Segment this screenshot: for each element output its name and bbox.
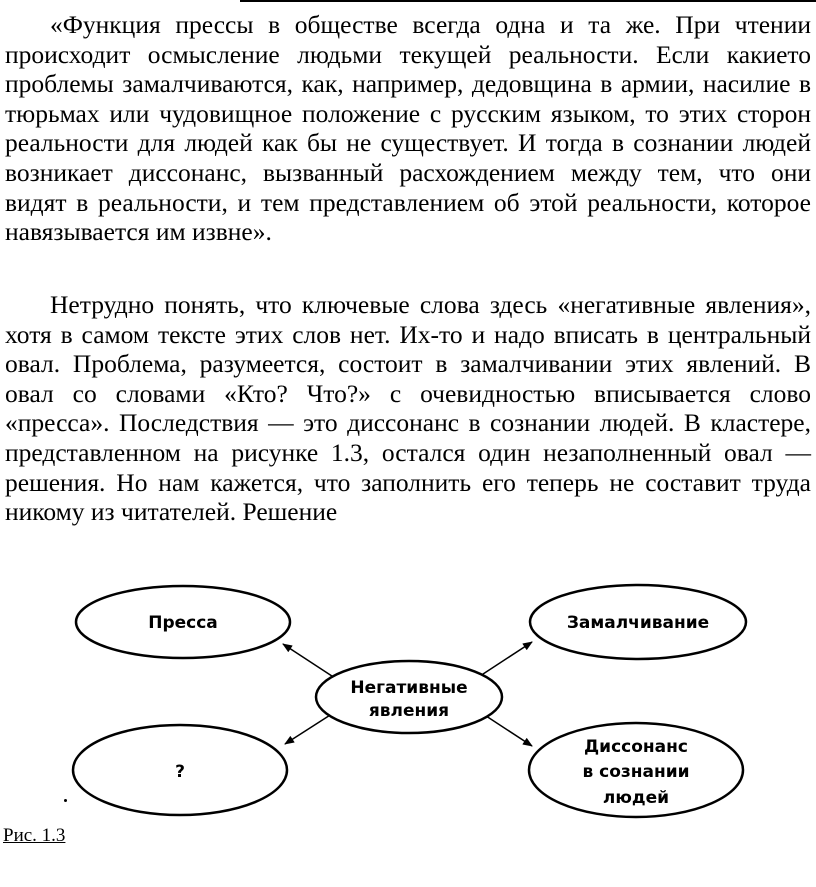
oval-bottom-left [73, 725, 287, 815]
arrow-to-top-right [480, 642, 532, 676]
oval-bottom-right-label-line1: Диссонанс [584, 737, 688, 757]
oval-bottom-right-label-line2: в сознании [582, 762, 690, 782]
oval-top-right-label: Замалчивание [566, 613, 710, 633]
paragraph-explanation-text: Нетрудно понять, что ключевые слова здесь «негативные явления», хотя в самом тексте этих слов нет. Их-то и надо вписать в центральный овал. Проблема, разумеется, состоит в замалчивании этих явлений. В овал со словами «Кто? Что?» с очевидностью вписывается слово «пресса». Последствия — это диссонанс в сознании людей. В кластере, представленном на рисунке 1.3, остался один незаполненный овал — решения. Но нам кажется, что заполнить его теперь не составит труда никому из читателей. Решение [5, 290, 811, 527]
arrow-to-top-left [283, 644, 338, 680]
oval-bottom-left-label: ? [175, 762, 185, 782]
scan-speck [64, 799, 67, 802]
oval-top-left [76, 586, 290, 658]
oval-bottom-right-label-line3: людей [602, 788, 670, 808]
oval-bottom-right [529, 723, 743, 817]
oval-top-left-label: Пресса [148, 613, 218, 633]
oval-center [316, 661, 502, 733]
oval-top-right [530, 585, 746, 659]
oval-center-label-line1: Негативные [350, 678, 468, 698]
figure-caption: Рис. 1.3 [3, 825, 66, 846]
paragraph-explanation [5, 290, 811, 527]
oval-center-label-line2: явления [368, 701, 450, 721]
cluster-diagram [0, 580, 816, 820]
paragraph-quote [5, 10, 811, 247]
top-rule [240, 0, 816, 2]
paragraph-quote-text: «Функция прессы в обществе всегда одна и та же. При чтении происходит осмысление людьми текущей реальности. Если какието проблемы замалчиваются, как, например, дедовщина в армии, насилие в тюрьмах или чудовищное положение с русским языком, то этих сторон реальности для людей как бы не существует. И тогда в сознании людей возникает диссонанс, вызванный расхождением между тем, что они видят в реальности, и тем представлением об этой реальности, которое навязывается им извне». [5, 10, 811, 247]
